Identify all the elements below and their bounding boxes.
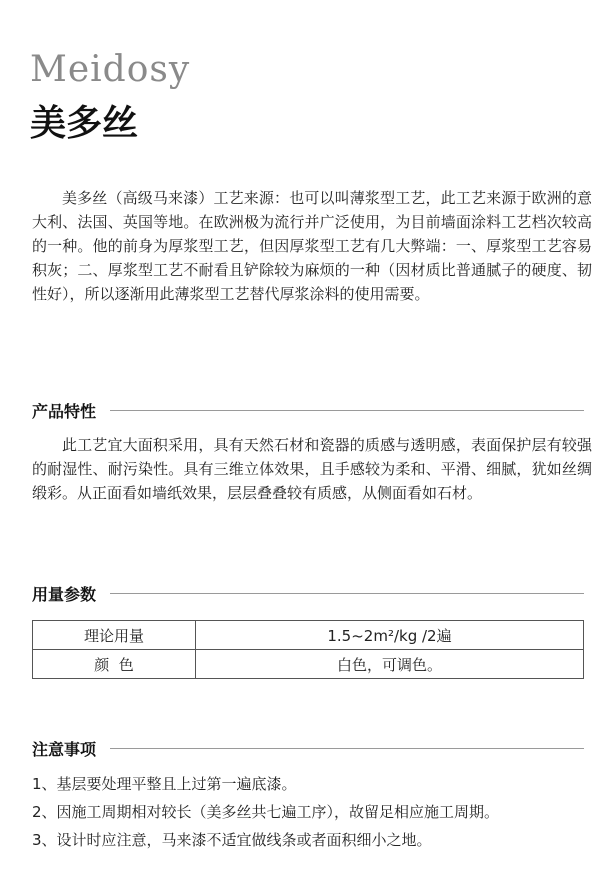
table-row [33,621,584,650]
usage-section-header [32,582,584,604]
usage-label-cell: 理论用量 [33,621,196,650]
features-section-header [32,399,584,421]
usage-title: 用量参数 [32,584,97,604]
features-paragraph: 此工艺宜大面积采用，具有天然石材和瓷器的质感与透明感，表面保护层有较强的耐湿性、耐污染性。具有三维立体效果，且手感较为柔和、平滑、细腻，犹如丝绸缎彩。从正面看如墙纸效果，层层叠叠较有质感，从侧面看如石材。 [32,436,592,502]
brand-english-name: Meidosy [30,49,191,90]
list-item: 1、基层要处理平整且上过第一遍底漆。 [32,775,297,793]
usage-table [32,620,584,679]
table-row [33,650,584,679]
notes-list [32,770,499,854]
features-divider [110,410,584,411]
intro-paragraph: 美多丝（高级马来漆）工艺来源：也可以叫薄浆型工艺，此工艺来源于欧洲的意大利、法国、英国等地。在欧洲极为流行并广泛使用，为目前墙面涂料工艺档次较高的一种。他的前身为厚浆型工艺，但因厚浆型工艺有几大弊端：一、厚浆型工艺容易积灰；二、厚浆型工艺不耐看且铲除较为麻烦的一种（因材质比普通腻子的硬度、韧性好），所以逐渐用此薄浆型工艺替代厚浆涂料的使用需要。 [32,189,592,303]
list-item: 2、因施工周期相对较长（美多丝共七遍工序），故留足相应施工周期。 [32,803,500,821]
notes-divider [110,748,584,749]
usage-divider [110,593,584,594]
color-value-cell: 白色，可调色。 [196,650,584,679]
list-item: 3、设计时应注意，马来漆不适宜做线条或者面积细小之地。 [32,831,432,849]
features-title: 产品特性 [32,401,97,421]
notes-title: 注意事项 [32,739,97,759]
brand-chinese-name: 美多丝 [30,103,139,144]
notes-section-header [32,737,584,759]
color-label-cell: 颜 色 [33,650,196,679]
usage-value-cell: 1.5~2m²/kg /2遍 [196,621,584,650]
